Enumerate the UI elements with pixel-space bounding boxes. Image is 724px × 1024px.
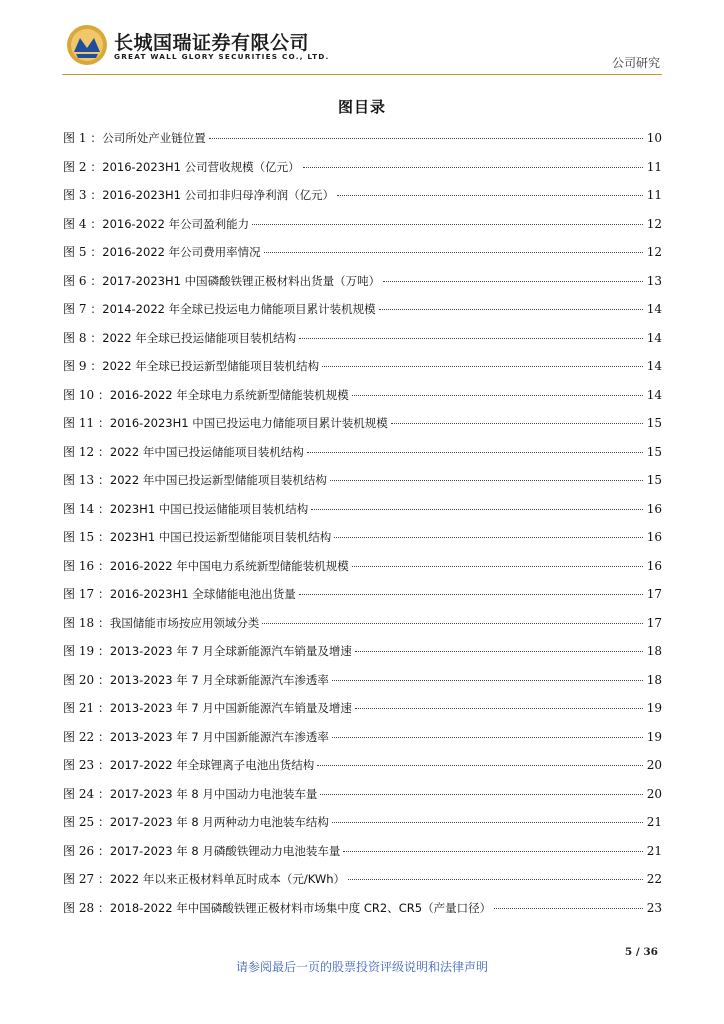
toc-entry-leader: [494, 907, 643, 909]
toc-entry[interactable]: [63, 129, 662, 158]
toc-entry-leader: [252, 223, 643, 225]
toc-entry-title: 2013-2023 年 7 月中国新能源汽车销量及增速: [109, 701, 352, 715]
toc-entry-page: 22: [646, 872, 662, 886]
toc-entry-page: 10: [646, 131, 662, 145]
toc-entry-page: 19: [646, 701, 662, 715]
toc-entry-label: 图 11 ：: [63, 416, 110, 430]
toc-entry[interactable]: [63, 699, 662, 728]
toc-entry[interactable]: [63, 870, 662, 899]
toc-entry[interactable]: [63, 272, 662, 301]
toc-entry-leader: [299, 337, 643, 339]
toc-entry-page: 16: [646, 558, 662, 573]
toc-entry-leader: [334, 536, 643, 538]
toc-entry-page: 14: [646, 387, 662, 402]
toc-entry-title: 2016-2023H1 全球储能电池出货量: [109, 587, 296, 601]
company-logo-icon: [66, 24, 108, 66]
toc-entry[interactable]: [63, 557, 662, 586]
toc-entry-leader: [343, 850, 643, 852]
toc-entry-label: 图 14 ：: [63, 501, 110, 516]
toc-entry-page: 19: [646, 729, 662, 744]
toc-entry-page: 14: [646, 302, 662, 316]
toc-entry-label: 图 4 ：: [63, 216, 103, 231]
toc-entry-title: 2017-2023 年 8 月两种动力电池装车结构: [109, 815, 329, 829]
toc-entry-title: 2017-2023 年 8 月磷酸铁锂动力电池装车量: [109, 843, 341, 858]
toc-entry[interactable]: [63, 500, 662, 529]
toc-entry[interactable]: [63, 158, 662, 187]
toc-entry[interactable]: [63, 642, 662, 671]
toc-entry-label: 图 18 ：: [63, 615, 110, 630]
toc-entry-title: 2022 年全球已投运储能项目装机结构: [102, 330, 297, 345]
toc-entry-leader: [262, 622, 643, 624]
footer-disclaimer-link[interactable]: 请参阅最后一页的股票投资评级说明和法律声明: [235, 960, 488, 974]
toc-entry-leader: [348, 878, 643, 880]
toc-entry-page: 11: [646, 159, 662, 174]
toc-entry-page: 21: [646, 843, 662, 858]
toc-entry-label: 图 24 ：: [63, 786, 110, 801]
toc-entry-page: 15: [646, 416, 662, 430]
toc-entry-leader: [332, 679, 643, 681]
toc-entry-page: 23: [646, 900, 662, 915]
toc-entry-page: 20: [646, 786, 662, 801]
toc-entry-leader: [352, 394, 643, 396]
toc-entry-title: 2022 年以来正极材料单瓦时成本（元/KWh）: [109, 872, 345, 886]
company-name-cn: 长城国瑞证券有限公司: [114, 32, 310, 54]
toc-entry-title: 2022 年中国已投运新型储能项目装机结构: [109, 473, 327, 487]
toc-entry-label: 图 8 ：: [63, 330, 103, 345]
toc-entry-title: 我国储能市场按应用领域分类: [109, 615, 260, 630]
toc-entry-title: 2013-2023 年 7 月中国新能源汽车渗透率: [109, 729, 329, 744]
toc-entry-leader: [320, 793, 643, 795]
toc-entry-label: 图 25 ：: [63, 815, 110, 829]
toc-entry-page: 12: [646, 245, 662, 259]
toc-entry-label: 图 16 ：: [63, 558, 110, 573]
toc-entry-label: 图 20 ：: [63, 672, 110, 687]
toc-entry-label: 图 12 ：: [63, 444, 110, 459]
toc-entry[interactable]: [63, 614, 662, 643]
toc-entry-leader: [379, 308, 643, 310]
toc-entry-label: 图 6 ：: [63, 273, 103, 288]
toc-entry-label: 图 15 ：: [63, 530, 110, 544]
toc-entry-title: 2023H1 中国已投运储能项目装机结构: [109, 501, 309, 516]
toc-entry-title: 公司所处产业链位置: [102, 131, 206, 145]
figure-list: [63, 129, 662, 927]
toc-entry-leader: [209, 137, 643, 139]
toc-entry[interactable]: [63, 842, 662, 871]
toc-entry-title: 2022 年全球已投运新型储能项目装机结构: [102, 359, 320, 373]
toc-entry-label: 图 19 ：: [63, 644, 110, 658]
toc-entry-title: 2016-2023H1 公司扣非归母净利润（亿元）: [102, 188, 335, 202]
toc-entry-title: 2023H1 中国已投运新型储能项目装机结构: [109, 530, 332, 544]
toc-entry[interactable]: [63, 585, 662, 614]
toc-entry-title: 2014-2022 年全球已投运电力储能项目累计装机规模: [102, 302, 376, 316]
toc-entry-title: 2018-2022 年中国磷酸铁锂正极材料市场集中度 CR2、CR5（产量口径）: [109, 900, 492, 915]
toc-entry-page: 14: [646, 359, 662, 373]
toc-entry[interactable]: [63, 443, 662, 472]
toc-entry[interactable]: [63, 243, 662, 272]
toc-entry[interactable]: [63, 671, 662, 700]
toc-entry-title: 2016-2022 年公司费用率情况: [102, 245, 261, 259]
toc-entry-title: 2016-2022 年中国电力系统新型储能装机规模: [109, 558, 349, 573]
toc-entry-label: 图 27 ：: [63, 872, 110, 886]
toc-entry[interactable]: [63, 728, 662, 757]
toc-entry-label: 图 5 ：: [63, 245, 103, 259]
toc-entry[interactable]: [63, 386, 662, 415]
toc-entry[interactable]: [63, 471, 662, 500]
company-name-en: GREAT WALL GLORY SECURITIES CO., LTD.: [114, 52, 330, 61]
toc-entry-leader: [355, 650, 643, 652]
toc-entry-leader: [311, 508, 643, 510]
toc-entry-leader: [332, 821, 643, 823]
toc-entry-page: 14: [646, 330, 662, 345]
toc-entry-label: 图 23 ：: [63, 758, 110, 772]
toc-entry-label: 图 21 ：: [63, 701, 110, 715]
toc-entry-title: 2017-2023 年 8 月中国动力电池装车量: [109, 786, 318, 801]
toc-entry-leader: [352, 565, 643, 567]
toc-entry[interactable]: [63, 785, 662, 814]
toc-entry-page: 21: [646, 815, 662, 829]
toc-entry[interactable]: [63, 186, 662, 215]
toc-entry-title: 2016-2023H1 中国已投运电力储能项目累计装机规模: [109, 416, 388, 430]
toc-entry-leader: [299, 593, 643, 595]
toc-entry-title: 2017-2023H1 中国磷酸铁锂正极材料出货量（万吨）: [102, 273, 381, 288]
page-header: [0, 0, 724, 80]
toc-entry-leader: [330, 479, 643, 481]
toc-entry-page: 18: [646, 672, 662, 687]
toc-entry-page: 12: [646, 216, 662, 231]
toc-entry-label: 图 22 ：: [63, 729, 110, 744]
page-number: 5 / 36: [624, 946, 658, 958]
toc-entry[interactable]: [63, 215, 662, 244]
toc-entry[interactable]: [63, 899, 662, 928]
toc-entry[interactable]: [63, 813, 662, 842]
toc-entry-label: 图 7 ：: [63, 302, 103, 316]
toc-entry-page: 18: [646, 644, 662, 658]
toc-entry-leader: [391, 422, 643, 424]
toc-entry-leader: [264, 251, 643, 253]
toc-entry-leader: [332, 736, 643, 738]
toc-entry-page: 17: [646, 615, 662, 630]
toc-entry-title: 2013-2023 年 7 月全球新能源汽车渗透率: [109, 672, 329, 687]
toc-entry-page: 11: [646, 188, 662, 202]
toc-entry-page: 20: [646, 758, 662, 772]
toc-entry-label: 图 17 ：: [63, 587, 110, 601]
toc-entry-page: 15: [646, 444, 662, 459]
toc-entry-label: 图 9 ：: [63, 359, 103, 373]
toc-entry-leader: [337, 194, 643, 196]
document-type: 公司研究: [611, 56, 660, 70]
toc-entry-leader: [317, 764, 643, 766]
toc-entry[interactable]: [63, 756, 662, 785]
toc-entry-label: 图 13 ：: [63, 473, 110, 487]
toc-entry[interactable]: [63, 329, 662, 358]
toc-entry-page: 16: [646, 501, 662, 516]
toc-entry-title: 2022 年中国已投运储能项目装机结构: [109, 444, 304, 459]
toc-entry-label: 图 10 ：: [63, 387, 110, 402]
toc-entry-title: 2016-2023H1 公司营收规模（亿元）: [102, 159, 300, 174]
toc-entry-page: 17: [646, 587, 662, 601]
toc-entry-title: 2016-2022 年全球电力系统新型储能装机规模: [109, 387, 349, 402]
toc-entry-leader: [355, 707, 643, 709]
toc-entry-page: 15: [646, 473, 662, 487]
header-divider: [62, 74, 662, 75]
toc-entry[interactable]: [63, 357, 662, 386]
toc-entry-title: 2017-2022 年全球锂离子电池出货结构: [109, 758, 315, 772]
toc-entry[interactable]: [63, 528, 662, 557]
toc-entry-leader: [303, 166, 643, 168]
toc-entry-leader: [322, 365, 643, 367]
toc-entry[interactable]: [63, 300, 662, 329]
toc-entry-page: 16: [646, 530, 662, 544]
page-title: 图目录: [337, 98, 386, 116]
toc-entry-label: 图 1 ：: [63, 131, 103, 145]
toc-entry-leader: [383, 280, 643, 282]
toc-entry-page: 13: [646, 273, 662, 288]
toc-entry-label: 图 26 ：: [63, 843, 110, 858]
toc-entry-label: 图 2 ：: [63, 159, 103, 174]
toc-entry-leader: [307, 451, 643, 453]
toc-entry-label: 图 3 ：: [63, 188, 103, 202]
toc-entry[interactable]: [63, 414, 662, 443]
toc-entry-label: 图 28 ：: [63, 900, 110, 915]
toc-entry-title: 2013-2023 年 7 月全球新能源汽车销量及增速: [109, 644, 352, 658]
toc-entry-title: 2016-2022 年公司盈利能力: [102, 216, 250, 231]
